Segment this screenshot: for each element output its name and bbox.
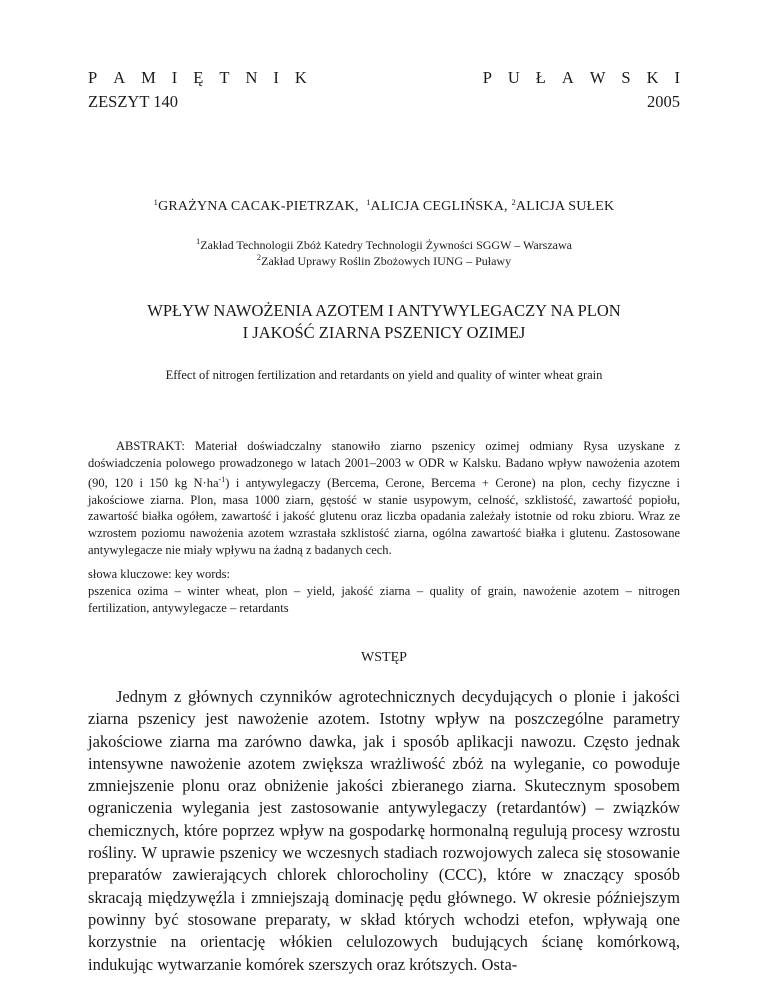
affiliation-2: $^2$Zakład Uprawy Roślin Zbożowych IUNG – Puławy [256,252,512,268]
affiliation-1: $^1$Zakład Technologii Zbóż Katedry Technologii Żywności SGGW – Warszawa [196,236,572,252]
journal-header [88,68,680,88]
journal-name-right: P U Ł A W S K I [482,68,680,87]
issue-row [88,92,680,112]
author-3: ALICJA SUŁEK [515,199,615,214]
issue-year: 2005 [647,92,680,111]
author-1: GRAŻYNA CACAK-PIETRZAK, [158,199,359,214]
author-2: ALICJA CEGLIŃSKA, [370,199,508,214]
english-title: Effect of nitrogen fertilization and retardants on yield and quality of winter wheat grain [165,368,603,382]
abstract: ABSTRAKT: Materiał doświadczalny stanowiło ziarno pszenicy ozimej odmiany Rysa uzyskane z doświadczenia polowego prowadzonego w latach 2001–2003 w ODR w Kalsku. Badano wpływ nawożenia azotem (90, 120 i 150 kg $N\cdot ha^{-1}$) i antywylegaczy (Bercema, Cerone, Bercema + Cerone) na plon, cechy fizyczne i jakościowe ziarna. Plon, masa 1000 ziarn, gęstość w stanie usypowym, celność, szklistość, zawartość popiołu, zawartość białka ogółem, zawartość i jakość glutenu oraz liczba opadania zależały istotnie od roku zbioru. Wraz ze wzrostem poziomu nawożenia azotem wzrastała szklistość ziarna, ogólna zawartość białka i glutenu. Zastosowane antywylegacze nie miały wpływu na żadną z badanych cech. [88,439,681,557]
keywords-label: słowa kluczowe: key words: [88,567,230,581]
section-heading: WSTĘP [361,650,407,665]
authors-line: $^1$GRAŻYNA CACAK-PIETRZAK, $^1$ALICJA CEGLIŃSKA, $^2$ALICJA SUŁEK [153,197,615,214]
keywords-text: pszenica ozima – winter wheat, plon – yield, jakość ziarna – quality of grain, nawożenie azotem – nitrogen fertilization, antywylegacze – retardants [88,583,680,615]
keywords [88,566,680,616]
journal-name-left: P A M I Ę T N I K [88,68,307,87]
issue-number: ZESZYT 140 [88,92,178,111]
paper-title: WPŁYW NAWOŻENIA AZOTEM I ANTYWYLEGACZY NA PLON I JAKOŚĆ ZIARNA PSZENICY OZIMEJ [147,301,621,342]
intro-paragraph: Jednym z głównych czynników agrotechnicznych decydujących o plonie i jakości ziarna pszenicy jest nawożenie azotem. Istotny wpływ na poszczególne parametry jakościowe ziarna ma zarówno dawka, jak i sposób aplikacji nawozu. Często jednak intensywne nawożenie azotem zwiększa wrażliwość zbóż na wyleganie, co powoduje zmniejszenie plonu oraz obniżenie jakości zbieranego ziarna. Skutecznym sposobem ograniczenia wylegania jest zastosowanie antywylegaczy (retardantów) – związków chemicznych, które poprzez wpływ na gospodarkę hormonalną regulują procesy wzrostu rośliny. W uprawie pszenicy we wczesnych stadiach rozwojowych zaleca się stosowanie preparatów zawierających chlorek chlorocholiny (CCC), które w znaczący sposób skracają międzywęźla i zmniejszają dominację pędu głównego. W okresie późniejszym powinny być stosowane preparaty, w skład których wchodzi etefon, wpływają one korzystnie na orientację włókien celulozowych budujących ścianę komórkową, indukując wytwarzanie komórek szerszych oraz krótszych. Osta- [88,687,680,974]
